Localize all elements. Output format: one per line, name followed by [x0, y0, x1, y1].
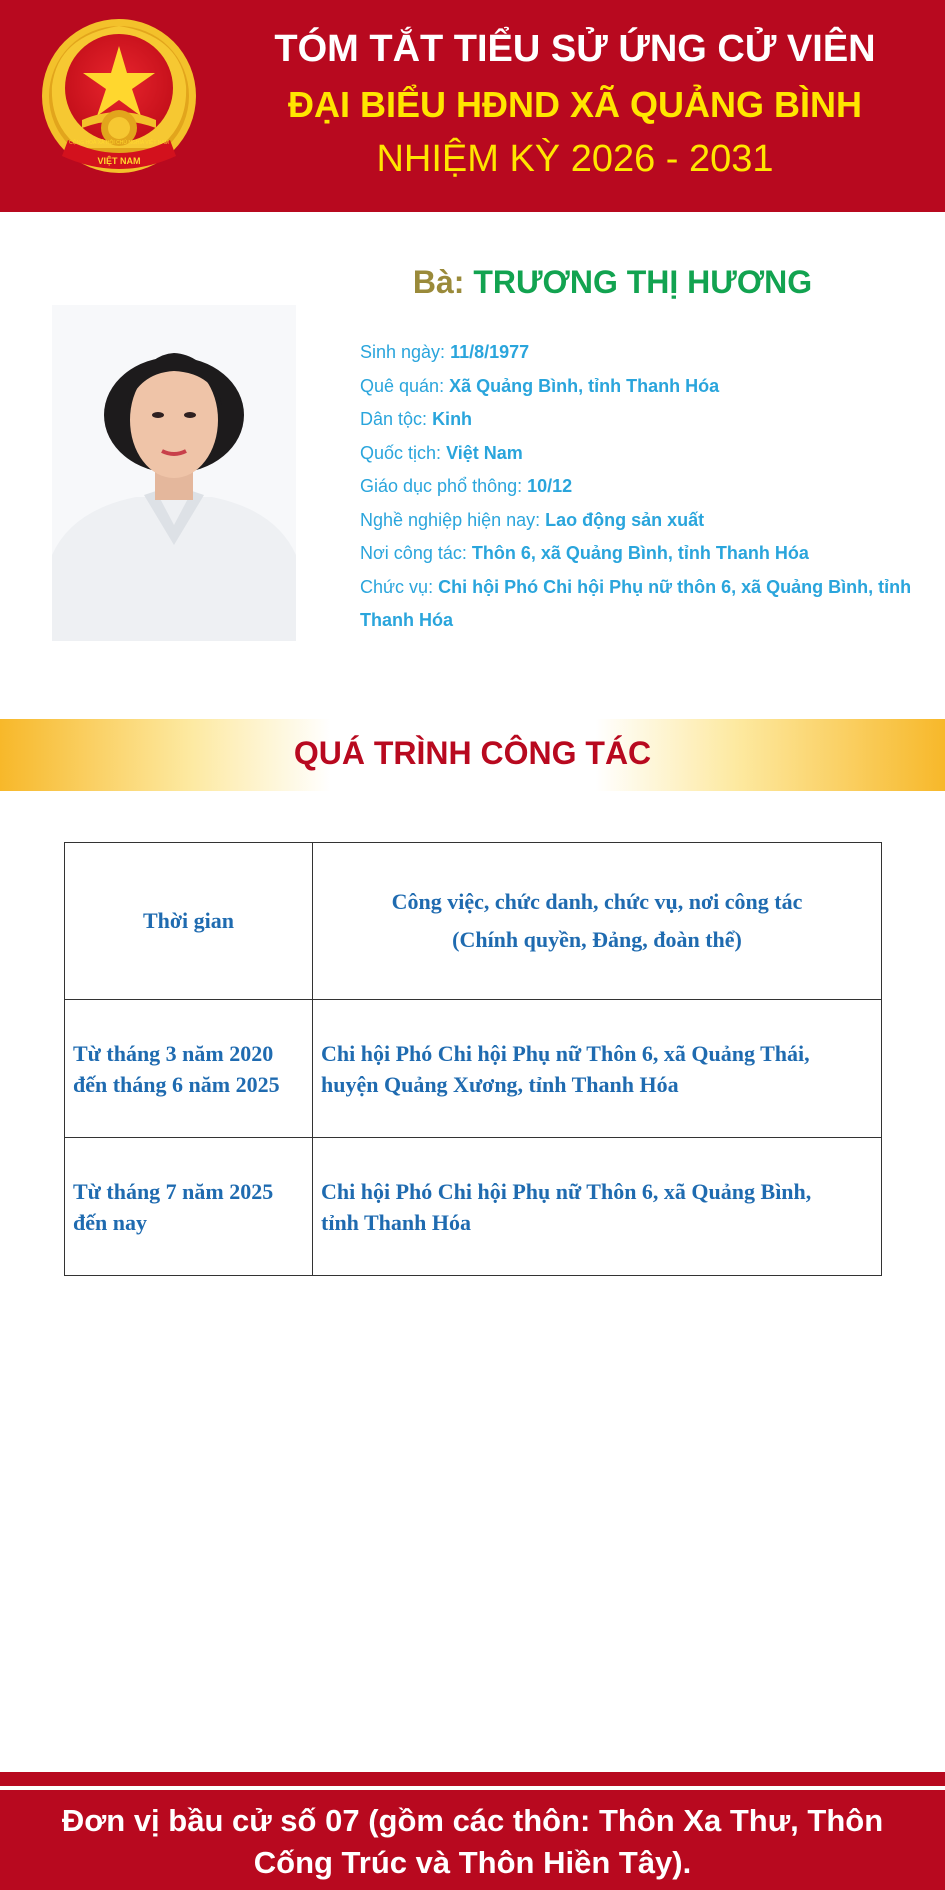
info-row-occupation — [360, 504, 930, 538]
work-history-title: QUÁ TRÌNH CÔNG TÁC — [293, 735, 652, 771]
info-value: Thôn 6, xã Quảng Bình, tỉnh Thanh Hóa — [471, 543, 809, 563]
info-row-education — [360, 470, 930, 504]
info-label: Sinh ngày: — [360, 342, 446, 362]
footer-line1: Đơn vị bầu cử số 07 (gồm các thôn: Thôn Xa Thư, Thôn — [61, 1803, 884, 1838]
portrait-photo-icon — [52, 305, 296, 641]
header — [0, 0, 945, 212]
info-value: Việt Nam — [446, 442, 523, 463]
job-line: huyện Quảng Xương, tỉnh Thanh Hóa — [321, 1071, 679, 1097]
national-emblem-icon — [38, 16, 200, 182]
time-line: đến nay — [73, 1209, 147, 1235]
info-value: 10/12 — [527, 476, 573, 496]
info-label: Nơi công tác: — [360, 543, 467, 563]
info-row-birth — [360, 336, 930, 370]
footer — [0, 1772, 945, 1890]
header-term: NHIỆM KỲ 2026 - 2031 — [376, 138, 774, 180]
header-title: TÓM TẮT TIỂU SỬ ỨNG CỬ VIÊN — [274, 28, 876, 70]
job-line: Chi hội Phó Chi hội Phụ nữ Thôn 6, xã Quảng Bình, — [321, 1178, 812, 1204]
info-label: Dân tộc: — [360, 409, 428, 429]
footer-text — [30, 1800, 915, 1884]
header-subtitle: ĐẠI BIỂU HĐND XÃ QUẢNG BÌNH — [287, 84, 862, 125]
info-row-position — [360, 571, 930, 638]
time-line: Từ tháng 7 năm 2025 — [73, 1178, 274, 1204]
candidate-photo — [52, 305, 296, 641]
header-time: Thời gian — [65, 843, 313, 1000]
table-row — [65, 1000, 882, 1138]
info-row-hometown — [360, 370, 930, 404]
work-history-table — [64, 842, 882, 1276]
row-time — [65, 1138, 313, 1276]
emblem-ribbon-text: VIỆT NAM — [97, 156, 141, 166]
job-line: Chi hội Phó Chi hội Phụ nữ Thôn 6, xã Quảng Thái, — [321, 1040, 810, 1066]
emblem-text: CỘNG HOÀ XÃ HỘI CHỦ NGHĨA VIỆT NAM — [69, 140, 169, 146]
candidate-name: TRƯƠNG THỊ HƯƠNG — [473, 264, 813, 300]
header-job — [313, 843, 882, 1000]
footer-divider — [0, 1786, 945, 1790]
table-row — [65, 1138, 882, 1276]
row-time — [65, 1000, 313, 1138]
info-row-ethnicity — [360, 403, 930, 437]
footer-line2: Cống Trúc và Thôn Hiền Tây). — [253, 1845, 692, 1880]
candidate-info — [360, 336, 930, 638]
info-label: Nghề nghiệp hiện nay: — [360, 509, 541, 530]
work-history-banner — [0, 719, 945, 791]
info-value: 11/8/1977 — [450, 342, 530, 362]
info-row-nationality — [360, 437, 930, 471]
header-job-line2: (Chính quyền, Đảng, đoàn thể) — [452, 927, 742, 952]
info-label: Chức vụ: — [360, 576, 434, 597]
row-job — [313, 1000, 882, 1138]
info-row-workplace — [360, 537, 930, 571]
time-line: Từ tháng 3 năm 2020 — [73, 1040, 274, 1066]
info-label: Quốc tịch: — [360, 442, 442, 463]
info-label: Giáo dục phổ thông: — [360, 476, 523, 496]
job-line: tỉnh Thanh Hóa — [321, 1209, 472, 1235]
time-line: đến tháng 6 năm 2025 — [73, 1071, 280, 1097]
candidate-prefix: Bà: — [412, 264, 465, 300]
info-value: Chi hội Phó Chi hội Phụ nữ thôn 6, xã Quảng Bình, tỉnh Thanh Hóa — [360, 576, 912, 630]
table-header-row — [65, 843, 882, 1000]
info-value: Kinh — [432, 409, 473, 429]
info-label: Quê quán: — [360, 375, 445, 396]
info-value: Xã Quảng Bình, tỉnh Thanh Hóa — [449, 375, 720, 396]
info-value: Lao động sản xuất — [545, 509, 705, 530]
row-job — [313, 1138, 882, 1276]
header-job-line1: Công việc, chức danh, chức vụ, nơi công tác — [391, 889, 803, 914]
candidate-name-line — [340, 264, 885, 301]
